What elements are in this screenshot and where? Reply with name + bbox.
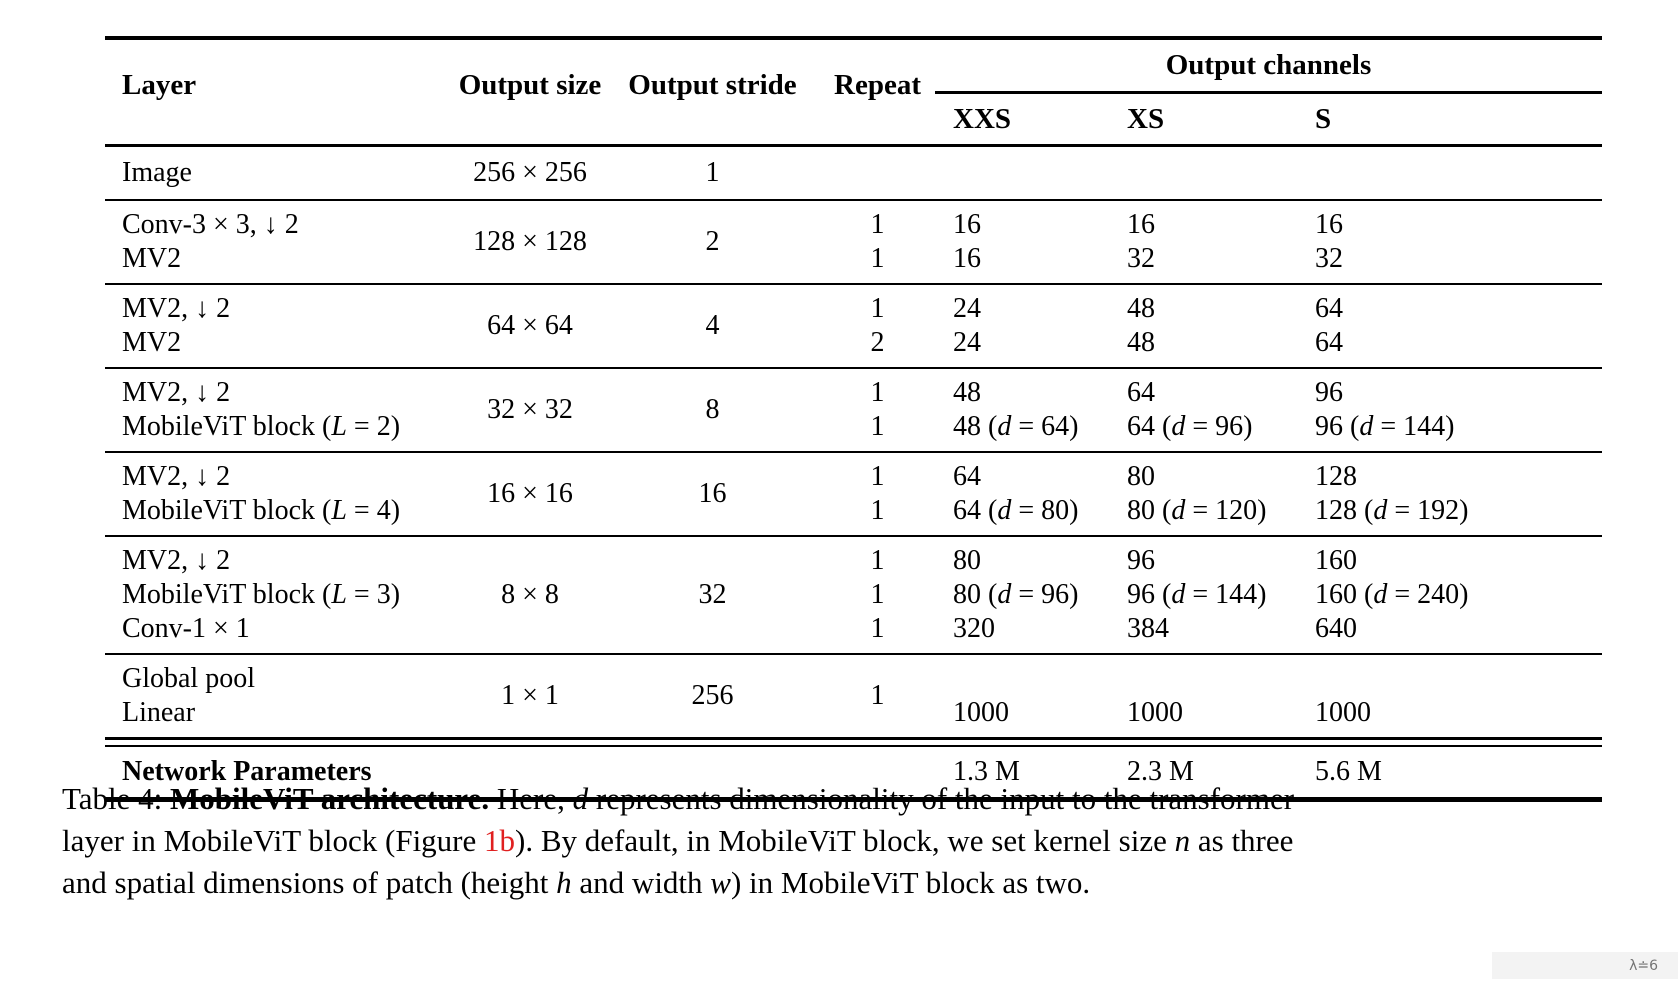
footer-value-xs: 2.3 M xyxy=(1127,756,1194,787)
cell-line: 128 × 128 xyxy=(473,226,587,257)
cell-line: 128 xyxy=(1315,461,1357,492)
cell-xs xyxy=(1110,376,1295,444)
cell-line: 256 xyxy=(691,680,734,711)
cell-xxs xyxy=(935,208,1110,276)
double-rule xyxy=(105,737,1602,747)
cell-xxs xyxy=(935,154,1110,192)
cell-line: 1 xyxy=(870,545,885,576)
cell-line: 128 (d = 192) xyxy=(1315,495,1469,526)
cell-output_stride xyxy=(605,662,820,730)
table-header-row xyxy=(105,40,1602,147)
cell-repeat xyxy=(820,376,935,444)
cell-line: 1000 xyxy=(1127,697,1183,728)
caption-line: layer in MobileViT block (Figure 1b). By default, in MobileViT block, we set kernel size n as three xyxy=(62,823,1294,858)
cell-output_size xyxy=(455,460,605,528)
cell-xxs xyxy=(935,544,1110,646)
column-header-output-stride-label: Output stride xyxy=(628,68,797,101)
cell-line: 8 xyxy=(705,394,720,425)
cell-output_size xyxy=(455,292,605,360)
cell-line: 16 xyxy=(953,243,981,274)
cell-line: 80 xyxy=(1127,461,1155,492)
cell-line: 1 xyxy=(870,461,885,492)
footer-label: Network Parameters xyxy=(122,756,372,787)
cell-line: MobileViT block (L = 2) xyxy=(122,411,401,442)
cell-repeat xyxy=(820,208,935,276)
cell-layer xyxy=(105,460,455,528)
cell-line: 64 xyxy=(1127,377,1155,408)
watermark xyxy=(1492,952,1678,979)
cell-line: 16 xyxy=(698,478,727,509)
cell-repeat xyxy=(820,662,935,730)
cell-line: 24 xyxy=(953,327,981,358)
cell-output_size xyxy=(455,154,605,192)
cell-line: 1 xyxy=(705,157,720,188)
cell-line: 1 xyxy=(870,411,885,442)
cell-line: 1 xyxy=(870,495,885,526)
cell-repeat xyxy=(820,154,935,192)
cell-s xyxy=(1295,544,1602,646)
cell-line: 384 xyxy=(1127,613,1169,644)
caption-line: Table 4: MobileViT architecture. Here, d represents dimensionality of the input to the transformer xyxy=(62,781,1295,816)
cell-output_stride xyxy=(605,208,820,276)
cell-line: 1 × 1 xyxy=(501,680,559,711)
cell-line: 32 × 32 xyxy=(487,394,573,425)
cell-line: 96 xyxy=(1315,377,1343,408)
cell-line: 4 xyxy=(705,310,720,341)
footer-value-xxs: 1.3 M xyxy=(953,756,1020,787)
architecture-table xyxy=(105,36,1602,802)
cell-line: 80 xyxy=(953,545,981,576)
cell-line: 1 xyxy=(870,680,885,711)
cell-line: Conv-3 × 3, ↓ 2 xyxy=(122,209,299,240)
cell-line: 2 xyxy=(870,327,885,358)
footer-value-s: 5.6 M xyxy=(1315,756,1382,787)
cell-line: 24 xyxy=(953,293,981,324)
column-header-output-stride xyxy=(605,33,820,137)
cell-line: 64 (d = 80) xyxy=(953,495,1079,526)
cell-line: 1 xyxy=(870,613,885,644)
column-header-layer xyxy=(105,33,455,137)
cell-xs xyxy=(1110,208,1295,276)
cell-line: 64 (d = 96) xyxy=(1127,411,1253,442)
column-header-xs: XS xyxy=(1127,102,1165,135)
column-header-repeat xyxy=(820,33,935,137)
cell-xxs xyxy=(935,376,1110,444)
cell-output_stride xyxy=(605,154,820,192)
cell-line: 80 (d = 120) xyxy=(1127,495,1267,526)
caption-line: and spatial dimensions of patch (height h and width w) in MobileViT block as two. xyxy=(62,865,1091,900)
table-row xyxy=(105,535,1602,653)
column-header-repeat-label: Repeat xyxy=(834,68,921,101)
cell-xs xyxy=(1110,154,1295,192)
cell-line: MV2, ↓ 2 xyxy=(122,293,231,324)
cell-s xyxy=(1295,208,1602,276)
cell-line: 48 (d = 64) xyxy=(953,411,1079,442)
cell-line: 80 (d = 96) xyxy=(953,579,1079,610)
cell-line: 2 xyxy=(705,226,720,257)
cell-line: 64 xyxy=(1315,327,1343,358)
cell-line: 64 × 64 xyxy=(487,310,573,341)
table-row xyxy=(105,147,1602,199)
cell-line: 48 xyxy=(1127,327,1155,358)
cell-line: MobileViT block (L = 3) xyxy=(122,579,401,610)
cell-line: 16 xyxy=(953,209,981,240)
cell-line: 160 (d = 240) xyxy=(1315,579,1469,610)
cell-line: 1 xyxy=(870,293,885,324)
table-caption xyxy=(62,778,1582,904)
cell-line: 640 xyxy=(1315,613,1357,644)
cell-output_size xyxy=(455,208,605,276)
cell-s xyxy=(1295,376,1602,444)
cell-line: 1 xyxy=(870,377,885,408)
cell-line: 1 xyxy=(870,579,885,610)
cell-line: Linear xyxy=(122,697,196,728)
cell-output_size xyxy=(455,544,605,646)
cell-line: MV2, ↓ 2 xyxy=(122,461,231,492)
cell-s xyxy=(1295,662,1602,730)
cell-layer xyxy=(105,544,455,646)
cell-line: 320 xyxy=(953,613,995,644)
cell-output_stride xyxy=(605,460,820,528)
watermark-text: λ≐6 xyxy=(1629,957,1658,974)
cell-xs xyxy=(1110,292,1295,360)
cell-layer xyxy=(105,208,455,276)
table-row xyxy=(105,653,1602,737)
table-row xyxy=(105,283,1602,367)
cell-line: 48 xyxy=(953,377,981,408)
cell-line: MV2, ↓ 2 xyxy=(122,545,231,576)
cell-line: MV2 xyxy=(122,243,182,274)
table-row xyxy=(105,367,1602,451)
cell-output_size xyxy=(455,376,605,444)
cell-line: 1 xyxy=(870,243,885,274)
table-row xyxy=(105,451,1602,535)
cell-line: 96 (d = 144) xyxy=(1315,411,1455,442)
cell-line: 64 xyxy=(1315,293,1343,324)
column-header-layer-label: Layer xyxy=(122,68,197,101)
table-body xyxy=(105,147,1602,737)
cell-s xyxy=(1295,154,1602,192)
cell-layer xyxy=(105,292,455,360)
cell-line: MV2, ↓ 2 xyxy=(122,377,231,408)
cell-s xyxy=(1295,292,1602,360)
cell-line: 16 xyxy=(1127,209,1155,240)
cell-line: 1 xyxy=(870,209,885,240)
cell-s xyxy=(1295,460,1602,528)
cell-line: 1000 xyxy=(953,697,1009,728)
cell-line: 96 xyxy=(1127,545,1155,576)
cell-output_size xyxy=(455,662,605,730)
cell-line: 32 xyxy=(1315,243,1343,274)
table-row xyxy=(105,199,1602,283)
cell-line: 96 (d = 144) xyxy=(1127,579,1267,610)
cell-xs xyxy=(1110,662,1295,730)
cell-xxs xyxy=(935,292,1110,360)
cell-line: 32 xyxy=(1127,243,1155,274)
column-header-output-channels: Output channels xyxy=(935,40,1602,94)
cell-layer xyxy=(105,154,455,192)
cell-line: 16 xyxy=(1315,209,1343,240)
cell-output_stride xyxy=(605,292,820,360)
cell-line: 64 xyxy=(953,461,981,492)
cell-repeat xyxy=(820,544,935,646)
cell-xs xyxy=(1110,544,1295,646)
cell-repeat xyxy=(820,292,935,360)
cell-repeat xyxy=(820,460,935,528)
cell-line: 32 xyxy=(698,579,727,610)
column-header-output-size xyxy=(455,33,605,137)
cell-line: 16 × 16 xyxy=(487,478,573,509)
column-header-output-size-label: Output size xyxy=(458,68,602,101)
cell-xs xyxy=(1110,460,1295,528)
cell-line: Conv-1 × 1 xyxy=(122,613,250,644)
cell-output_stride xyxy=(605,544,820,646)
cell-line: 48 xyxy=(1127,293,1155,324)
cell-line: 1000 xyxy=(1315,697,1371,728)
column-header-s: S xyxy=(1315,102,1332,135)
cell-layer xyxy=(105,376,455,444)
column-header-xxs: XXS xyxy=(953,102,1012,135)
cell-xxs xyxy=(935,460,1110,528)
cell-line: MobileViT block (L = 4) xyxy=(122,495,401,526)
cell-line: Image xyxy=(122,157,192,188)
cell-line: 160 xyxy=(1315,545,1357,576)
cell-xxs xyxy=(935,662,1110,730)
cell-output_stride xyxy=(605,376,820,444)
cell-line: MV2 xyxy=(122,327,182,358)
cell-line: 256 × 256 xyxy=(473,157,587,188)
cell-line: 8 × 8 xyxy=(501,579,559,610)
cell-layer xyxy=(105,662,455,730)
cell-line: Global pool xyxy=(122,663,255,694)
